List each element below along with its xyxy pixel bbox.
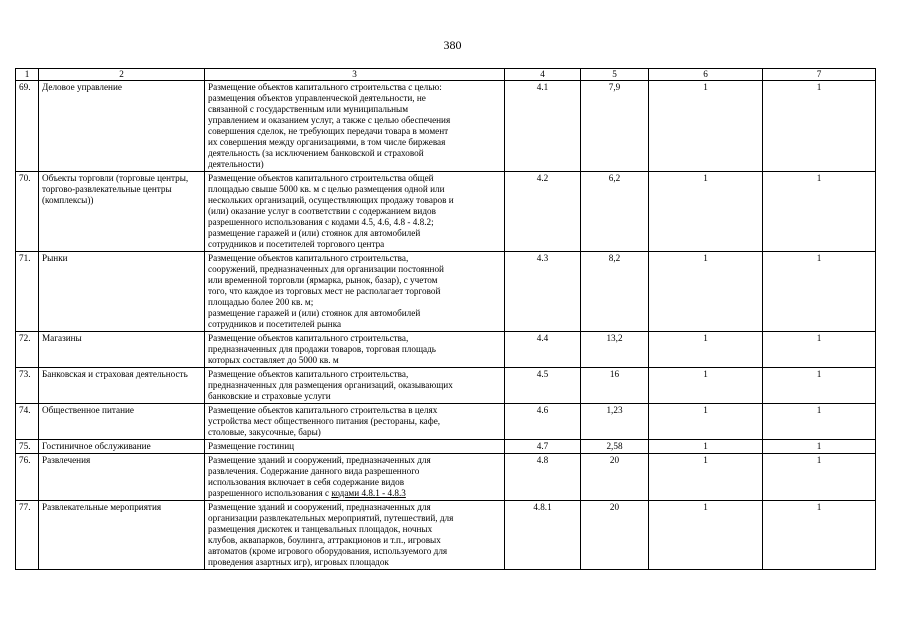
description-line: устройства мест общественного питания (рестораны, кафе, xyxy=(208,416,441,426)
land-use-name-cell: Объекты торговли (торговые центры, торгово-развлекательные центры (комплексы)) xyxy=(39,172,205,252)
description-line: их совершения между организациями, в том числе биржевая xyxy=(208,137,446,147)
description-line: размещения дискотек и танцевальных площадок, ночных xyxy=(208,524,433,534)
table-row xyxy=(16,172,876,252)
header-cell-7: 7 xyxy=(763,69,876,81)
value-cell-5: 1,23 xyxy=(581,404,649,440)
description-line: использования включает в себя содержание видов xyxy=(208,477,405,487)
code-cell: 4.1 xyxy=(505,81,581,172)
value-cell-5: 20 xyxy=(581,501,649,570)
description-line: размещения объектов управленческой деятельности, не xyxy=(208,93,426,103)
value-cell-6: 1 xyxy=(649,501,763,570)
table-row xyxy=(16,81,876,172)
row-number-cell: 71. xyxy=(16,252,39,332)
land-use-name-cell: Гостиничное обслуживание xyxy=(39,440,205,454)
land-use-name-cell: Общественное питание xyxy=(39,404,205,440)
header-cell-3: 3 xyxy=(205,69,505,81)
header-cell-4: 4 xyxy=(505,69,581,81)
description-line: того, что каждое из торговых мест не располагает торговой xyxy=(208,286,441,296)
value-cell-7: 1 xyxy=(763,81,876,172)
description-line: или временной торговли (ярмарка, рынок, базар), с учетом xyxy=(208,275,438,285)
row-number-cell: 73. xyxy=(16,368,39,404)
code-cell: 4.5 xyxy=(505,368,581,404)
description-line: нескольких организаций, осуществляющих продажу товаров и xyxy=(208,195,454,205)
row-number-cell: 77. xyxy=(16,501,39,570)
description-line: (или) оказание услуг в соответствии с содержанием видов xyxy=(208,206,436,216)
description-line: развлечения. Содержание данного вида разрешенного xyxy=(208,466,420,476)
value-cell-6: 1 xyxy=(649,172,763,252)
description-cell xyxy=(205,81,505,172)
value-cell-5: 13,2 xyxy=(581,332,649,368)
land-use-name-cell: Магазины xyxy=(39,332,205,368)
code-cell: 4.2 xyxy=(505,172,581,252)
description-line: деятельности) xyxy=(208,159,264,169)
land-use-name-cell: Развлекательные мероприятия xyxy=(39,501,205,570)
description-line: размещение гаражей и (или) стоянок для автомобилей xyxy=(208,308,421,318)
value-cell-5: 7,9 xyxy=(581,81,649,172)
land-use-name-cell: Деловое управление xyxy=(39,81,205,172)
description-line: разрешенного использования с xyxy=(208,488,332,498)
description-line: связанной с государственным или муниципальным xyxy=(208,104,409,114)
description-cell xyxy=(205,404,505,440)
description-cell xyxy=(205,368,505,404)
description-line: банковские и страховые услуги xyxy=(208,391,331,401)
code-cell: 4.3 xyxy=(505,252,581,332)
code-reference-link[interactable]: кодами 4.8.1 - 4.8.3 xyxy=(331,488,406,498)
description-line: управлением и оказанием услуг, а также с целью обеспечения xyxy=(208,115,451,125)
land-use-table xyxy=(15,68,876,570)
description-line: проведения азартных игр), игровых площадок xyxy=(208,557,389,567)
value-cell-6: 1 xyxy=(649,81,763,172)
value-cell-5: 8,2 xyxy=(581,252,649,332)
code-cell: 4.4 xyxy=(505,332,581,368)
land-use-name-cell: Рынки xyxy=(39,252,205,332)
table-row xyxy=(16,454,876,501)
value-cell-6: 1 xyxy=(649,404,763,440)
table-row xyxy=(16,501,876,570)
description-cell xyxy=(205,440,505,454)
value-cell-7: 1 xyxy=(763,368,876,404)
table-row xyxy=(16,332,876,368)
value-cell-6: 1 xyxy=(649,252,763,332)
table-row xyxy=(16,404,876,440)
row-number-cell: 70. xyxy=(16,172,39,252)
description-line: сотрудников и посетителей торгового центра xyxy=(208,239,385,249)
description-line: Размещение объектов капитального строительства, xyxy=(208,333,409,343)
value-cell-6: 1 xyxy=(649,454,763,501)
description-line: организации развлекательных мероприятий, путешествий, для xyxy=(208,513,454,523)
code-cell: 4.8.1 xyxy=(505,501,581,570)
description-line: Размещение объектов капитального строительства с целью: xyxy=(208,82,442,92)
description-line: совершения сделок, не требующих передачи товара в момент xyxy=(208,126,449,136)
value-cell-7: 1 xyxy=(763,440,876,454)
description-line: Размещение гостиниц xyxy=(208,441,295,451)
code-cell: 4.6 xyxy=(505,404,581,440)
value-cell-5: 6,2 xyxy=(581,172,649,252)
value-cell-7: 1 xyxy=(763,332,876,368)
code-cell: 4.8 xyxy=(505,454,581,501)
description-line: предназначенных для размещения организаций, оказывающих xyxy=(208,380,453,390)
header-cell-2: 2 xyxy=(39,69,205,81)
description-line: площадью более 200 кв. м; xyxy=(208,297,314,307)
description-cell xyxy=(205,172,505,252)
table-row xyxy=(16,252,876,332)
value-cell-7: 1 xyxy=(763,404,876,440)
description-line: Размещение зданий и сооружений, предназначенных для xyxy=(208,502,431,512)
value-cell-6: 1 xyxy=(649,368,763,404)
description-line: Размещение объектов капитального строительства общей xyxy=(208,173,434,183)
table-row xyxy=(16,368,876,404)
value-cell-7: 1 xyxy=(763,454,876,501)
description-line: Размещение объектов капитального строительства, xyxy=(208,369,409,379)
value-cell-7: 1 xyxy=(763,172,876,252)
description-line: клубов, аквапарков, боулинга, аттракционов и т.п., игровых xyxy=(208,535,441,545)
description-line: которых составляет до 5000 кв. м xyxy=(208,355,339,365)
description-line: столовые, закусочные, бары) xyxy=(208,427,321,437)
land-use-name-cell: Банковская и страховая деятельность xyxy=(39,368,205,404)
description-line: Размещение объектов капитального строительства в целях xyxy=(208,405,438,415)
value-cell-6: 1 xyxy=(649,332,763,368)
value-cell-5: 2,58 xyxy=(581,440,649,454)
row-number-cell: 76. xyxy=(16,454,39,501)
description-line: размещение гаражей и (или) стоянок для автомобилей xyxy=(208,228,421,238)
description-line: площадью свыше 5000 кв. м с целью размещения одной или xyxy=(208,184,445,194)
value-cell-5: 20 xyxy=(581,454,649,501)
table-row xyxy=(16,440,876,454)
code-cell: 4.7 xyxy=(505,440,581,454)
value-cell-7: 1 xyxy=(763,501,876,570)
table-body xyxy=(16,81,876,570)
description-line: Размещение зданий и сооружений, предназначенных для xyxy=(208,455,431,465)
header-cell-6: 6 xyxy=(649,69,763,81)
description-line: сооружений, предназначенных для организации постоянной xyxy=(208,264,444,274)
description-line: автоматов (кроме игрового оборудования, используемого для xyxy=(208,546,448,556)
description-line: деятельность (за исключением банковской и страховой xyxy=(208,148,424,158)
description-line: Размещение объектов капитального строительства, xyxy=(208,253,409,263)
header-cell-5: 5 xyxy=(581,69,649,81)
header-cell-1: 1 xyxy=(16,69,39,81)
column-number-row xyxy=(16,69,876,81)
value-cell-6: 1 xyxy=(649,440,763,454)
land-use-name-cell: Развлечения xyxy=(39,454,205,501)
row-number-cell: 74. xyxy=(16,404,39,440)
page-number: 380 xyxy=(443,38,462,52)
description-cell xyxy=(205,454,505,501)
description-line: предназначенных для продажи товаров, торговая площадь xyxy=(208,344,436,354)
description-line: разрешенного использования с кодами 4.5, 4.6, 4.8 - 4.8.2; xyxy=(208,217,434,227)
row-number-cell: 75. xyxy=(16,440,39,454)
row-number-cell: 69. xyxy=(16,81,39,172)
description-cell xyxy=(205,252,505,332)
value-cell-5: 16 xyxy=(581,368,649,404)
description-cell xyxy=(205,332,505,368)
row-number-cell: 72. xyxy=(16,332,39,368)
description-cell xyxy=(205,501,505,570)
value-cell-7: 1 xyxy=(763,252,876,332)
description-line: сотрудников и посетителей рынка xyxy=(208,319,342,329)
